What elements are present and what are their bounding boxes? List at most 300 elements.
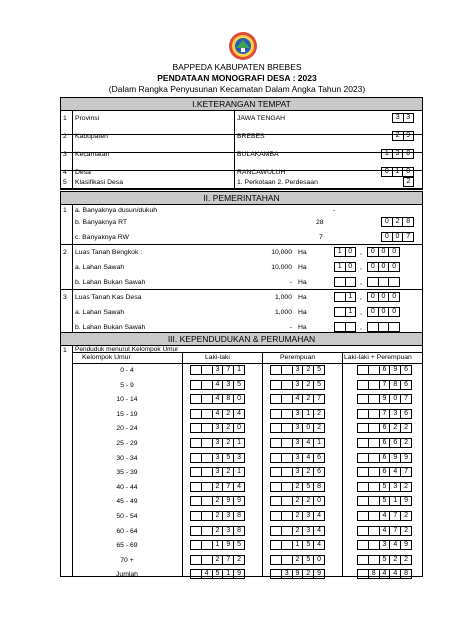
age-group-label: 35 - 39 xyxy=(116,469,138,477)
row-label: b. Lahan Bukan Sawah xyxy=(75,279,146,286)
code-box-digit: 2 xyxy=(393,132,404,140)
female-count-box-digit: 2 xyxy=(303,497,314,505)
male-count-box-digit xyxy=(191,410,202,418)
hectare-box xyxy=(334,322,356,332)
male-count-box-digit xyxy=(191,541,202,549)
female-count-box-digit xyxy=(282,424,293,432)
row-value: 7 xyxy=(319,234,323,241)
male-count-box-digit: 2 xyxy=(237,555,242,563)
female-count-box xyxy=(270,409,325,419)
total-count-box-digit: 0 xyxy=(390,395,401,403)
total-count-box-digit: 6 xyxy=(380,439,391,447)
female-count-box-digit: 2 xyxy=(317,409,322,417)
total-count-box-digit: 2 xyxy=(404,555,409,563)
area-unit: Ha xyxy=(298,294,307,301)
area-value: - xyxy=(289,324,292,331)
hectare-box-digit xyxy=(335,323,346,331)
total-count-box-digit xyxy=(369,395,380,403)
decimal-box-digit xyxy=(389,323,399,331)
hectare-box-digit xyxy=(335,308,346,316)
male-count-box-digit: 1 xyxy=(223,570,234,578)
hectare-box-digit xyxy=(346,278,356,286)
total-count-box-digit xyxy=(369,454,380,462)
row-label: Provinsi xyxy=(75,115,100,122)
total-count-box xyxy=(357,482,412,492)
total-count-box-digit: 7 xyxy=(380,381,391,389)
total-count-box-digit: 4 xyxy=(390,570,401,578)
code-box-digit: 3 xyxy=(393,114,404,122)
female-count-box-digit xyxy=(271,527,282,535)
female-count-box-digit: 5 xyxy=(303,483,314,491)
male-count-box-digit: 4 xyxy=(213,395,224,403)
female-count-box-digit xyxy=(271,497,282,505)
age-group-label: 65 - 69 xyxy=(116,542,138,550)
code-box-digit: 0 xyxy=(406,150,411,157)
total-count-box-digit xyxy=(358,410,369,418)
area-value: 1,000 xyxy=(274,294,292,301)
female-count-box-digit: 3 xyxy=(293,468,304,476)
female-count-box-digit: 5 xyxy=(303,541,314,549)
female-count-box-digit: 1 xyxy=(317,439,322,446)
male-count-box-digit: 4 xyxy=(237,409,242,417)
female-count-box-digit: 3 xyxy=(293,381,304,389)
hectare-box-digit xyxy=(346,323,356,331)
total-count-box-digit: 6 xyxy=(390,439,401,447)
female-count-box xyxy=(270,569,325,579)
code-box-digit: 7 xyxy=(406,233,411,240)
female-count-box-digit xyxy=(271,395,282,403)
area-value: 10,000 xyxy=(271,264,292,271)
female-count-box-digit: 3 xyxy=(303,527,314,535)
age-group-label: 50 - 54 xyxy=(116,513,138,520)
row-label: a. Lahan Sawah xyxy=(75,264,125,271)
total-count-box-digit: 4 xyxy=(390,541,401,549)
total-count-box xyxy=(357,409,412,419)
female-count-box-digit xyxy=(271,381,282,389)
female-count-box-digit: 5 xyxy=(317,380,322,388)
female-count-box-digit xyxy=(271,556,282,564)
row-number: 2 xyxy=(63,133,67,140)
female-count-box xyxy=(270,394,325,404)
total-count-box xyxy=(357,555,412,565)
male-count-box xyxy=(190,423,245,433)
female-count-box xyxy=(270,540,325,550)
total-count-box-digit xyxy=(358,512,369,520)
total-count-box-digit: 8 xyxy=(404,570,409,578)
area-unit: Ha xyxy=(298,249,307,256)
hectare-box-digit: 1 xyxy=(335,263,346,271)
code-box xyxy=(381,217,414,227)
total-count-box-digit: 7 xyxy=(404,468,409,476)
male-count-box-digit xyxy=(191,497,202,505)
row-label: Kabupaten xyxy=(75,133,108,140)
female-count-box-digit: 9 xyxy=(293,570,304,578)
decimal-box xyxy=(367,262,400,272)
female-count-box-digit: 2 xyxy=(303,468,314,476)
female-count-box-digit xyxy=(271,454,282,462)
female-count-box-digit: 2 xyxy=(293,483,304,491)
hectare-box-digit: 0 xyxy=(348,263,353,270)
total-count-box-digit: 5 xyxy=(380,483,391,491)
female-count-box-digit xyxy=(271,366,282,374)
female-count-box-digit: 2 xyxy=(303,395,314,403)
row-value: JAWA TENGAH xyxy=(237,115,286,122)
area-value: 1,000 xyxy=(274,309,292,316)
female-count-box-digit: 3 xyxy=(293,366,304,374)
age-group-label: 20 - 24 xyxy=(116,425,138,433)
female-count-box-digit: 4 xyxy=(317,541,322,549)
total-count-box-digit: 6 xyxy=(404,409,409,417)
hectare-box xyxy=(334,292,356,302)
male-count-box-digit: 1 xyxy=(213,541,224,549)
decimal-comma: , xyxy=(360,249,362,256)
female-count-box-digit xyxy=(282,512,293,520)
male-count-box-digit xyxy=(202,468,213,476)
decimal-box-digit: 0 xyxy=(392,248,397,255)
female-count-box-digit: 3 xyxy=(293,424,304,432)
row-number: 4 xyxy=(63,169,67,176)
male-count-box-digit: 2 xyxy=(223,424,234,432)
total-count-box-digit: 6 xyxy=(380,468,391,476)
female-count-box-digit xyxy=(271,541,282,549)
section-2-title: II. PEMERINTAHAN xyxy=(60,191,423,205)
total-count-box xyxy=(357,453,412,463)
total-count-box-digit: 9 xyxy=(404,497,409,505)
code-box-digit: 0 xyxy=(406,168,411,175)
age-group-label: 15 - 19 xyxy=(116,410,138,418)
male-count-box-digit: 4 xyxy=(237,482,242,490)
male-count-box-digit: 3 xyxy=(213,454,224,462)
male-count-box-digit: 2 xyxy=(223,468,234,476)
row-label: b. Banyaknya RT xyxy=(75,219,128,226)
group-number: 2 xyxy=(63,249,67,256)
male-count-box-digit: 3 xyxy=(213,439,224,447)
female-count-box-digit: 5 xyxy=(303,556,314,564)
total-count-box-digit xyxy=(369,527,380,535)
female-count-box-digit: 2 xyxy=(293,527,304,535)
total-count-box-digit: 8 xyxy=(390,381,401,389)
total-count-box-digit: 4 xyxy=(380,570,391,578)
female-count-box-digit: 3 xyxy=(293,439,304,447)
row-value: 28 xyxy=(316,219,324,226)
section-1-title: I.KETERANGAN TEMPAT xyxy=(60,97,423,111)
female-count-box-digit: 2 xyxy=(293,497,304,505)
total-count-box-digit: 3 xyxy=(390,483,401,491)
total-count-box-digit: 7 xyxy=(390,512,401,520)
male-count-box xyxy=(190,438,245,448)
total-count-box-digit: 2 xyxy=(390,424,401,432)
male-count-box-digit xyxy=(191,483,202,491)
decimal-box-digit: 0 xyxy=(392,263,397,270)
total-count-box-digit: 7 xyxy=(380,410,391,418)
area-value: 10,000 xyxy=(271,249,292,256)
row-label: b. Lahan Bukan Sawah xyxy=(75,324,146,331)
total-count-box-digit: 2 xyxy=(404,512,409,519)
female-count-box-digit: 2 xyxy=(303,381,314,389)
female-count-box-digit: 1 xyxy=(293,541,304,549)
male-count-box-digit xyxy=(202,366,213,374)
male-count-box-digit xyxy=(191,395,202,403)
female-count-box-digit xyxy=(282,381,293,389)
male-count-box-digit xyxy=(202,410,213,418)
female-count-box-digit xyxy=(282,395,293,403)
decimal-box-digit xyxy=(368,278,379,286)
decimal-box xyxy=(367,247,400,257)
female-count-box-digit xyxy=(271,424,282,432)
male-count-box-digit xyxy=(191,366,202,374)
col-male-header: Laki-laki xyxy=(205,354,230,361)
total-count-box-digit xyxy=(358,468,369,476)
male-count-box-digit: 0 xyxy=(237,395,242,403)
hectare-box-digit: 1 xyxy=(335,248,346,256)
col-age-header: Kelompok Umur xyxy=(82,354,131,361)
female-count-box xyxy=(270,526,325,536)
hectare-box-digit xyxy=(335,278,346,286)
decimal-comma: , xyxy=(360,309,362,316)
total-count-box-digit: 2 xyxy=(404,424,409,432)
female-count-box-digit: 2 xyxy=(293,512,304,520)
total-count-box-digit xyxy=(358,439,369,447)
total-count-box-digit: 7 xyxy=(404,395,409,403)
total-count-box-digit xyxy=(358,483,369,491)
male-count-box-digit xyxy=(191,381,202,389)
code-box xyxy=(392,113,414,123)
female-count-box xyxy=(270,496,325,506)
total-count-box-digit: 6 xyxy=(404,380,409,388)
female-count-box-digit: 6 xyxy=(317,453,322,461)
female-count-box-digit: 0 xyxy=(317,555,322,563)
female-count-box-digit xyxy=(282,556,293,564)
age-group-label: 70 + xyxy=(120,556,134,564)
female-count-box-digit: 9 xyxy=(317,570,322,578)
male-count-box-digit: 5 xyxy=(223,454,234,462)
female-count-box-digit: 3 xyxy=(282,570,293,578)
group-number: 1 xyxy=(63,207,67,214)
row-label: Luas Tanah Kas Desa xyxy=(75,294,142,301)
total-count-box-digit: 6 xyxy=(380,424,391,432)
area-unit: Ha xyxy=(298,324,307,331)
male-count-box-digit: 2 xyxy=(213,527,224,535)
code-box xyxy=(392,131,414,141)
male-count-box-digit xyxy=(202,541,213,549)
total-count-box-digit: 9 xyxy=(390,366,401,374)
row-label: Desa xyxy=(75,169,91,176)
age-group-label: 40 - 44 xyxy=(116,483,138,491)
decimal-comma: , xyxy=(360,324,362,331)
male-count-box xyxy=(190,467,245,477)
male-count-box-digit xyxy=(202,483,213,491)
decimal-comma: , xyxy=(360,294,362,301)
total-count-box-digit xyxy=(369,468,380,476)
decimal-comma: , xyxy=(360,264,362,271)
female-count-box-digit: 4 xyxy=(303,439,314,447)
code-box xyxy=(403,177,414,187)
female-count-box-digit: 0 xyxy=(303,424,314,432)
code-box xyxy=(381,149,414,159)
female-count-box xyxy=(270,555,325,565)
row-label: Kecamatan xyxy=(75,151,110,158)
female-count-box-digit: 2 xyxy=(317,424,322,432)
male-count-box-digit: 7 xyxy=(223,556,234,564)
section-3-title: III. KEPENDUDUKAN & PERUMAHAN xyxy=(60,332,423,346)
male-count-box-digit: 5 xyxy=(237,541,242,549)
male-count-box-digit xyxy=(202,424,213,432)
row-number: 5 xyxy=(63,179,67,186)
decimal-box-digit xyxy=(379,323,390,331)
total-count-box-digit xyxy=(358,556,369,564)
decimal-box-digit xyxy=(389,278,399,286)
age-group-label: 30 - 34 xyxy=(116,454,138,462)
decimal-box-digit: 0 xyxy=(379,263,390,271)
female-count-box xyxy=(270,423,325,433)
male-count-box xyxy=(190,394,245,404)
male-count-box-digit xyxy=(202,556,213,564)
female-count-box-digit: 5 xyxy=(317,366,322,373)
total-count-box-digit xyxy=(358,424,369,432)
female-count-box xyxy=(270,438,325,448)
male-count-box xyxy=(190,569,245,579)
male-count-box-digit xyxy=(202,395,213,403)
female-count-box xyxy=(270,365,325,375)
total-count-box-digit xyxy=(369,556,380,564)
document-title: PENDATAAN MONOGRAFI DESA : 2023 xyxy=(157,73,317,83)
male-count-box-digit xyxy=(202,439,213,447)
female-count-box-digit: 7 xyxy=(317,395,322,403)
total-count-box-digit xyxy=(369,483,380,491)
decimal-box-digit: 0 xyxy=(379,248,390,256)
decimal-box xyxy=(367,322,400,332)
female-count-box-digit xyxy=(271,410,282,418)
hectare-box xyxy=(334,307,356,317)
male-count-box-digit: 9 xyxy=(237,570,242,578)
total-count-box xyxy=(357,526,412,536)
code-box-digit: 1 xyxy=(382,150,393,158)
female-count-box-digit: 4 xyxy=(293,395,304,403)
male-count-box xyxy=(190,380,245,390)
code-box-digit: 0 xyxy=(382,168,393,176)
hectare-box-digit xyxy=(335,293,346,301)
female-count-box xyxy=(270,482,325,492)
female-count-box-digit: 2 xyxy=(303,570,314,578)
area-unit: Ha xyxy=(298,279,307,286)
hectare-box xyxy=(334,262,356,272)
male-count-box-digit: 9 xyxy=(237,497,242,505)
male-count-box xyxy=(190,482,245,492)
decimal-box xyxy=(367,277,400,287)
total-count-box-digit xyxy=(369,381,380,389)
row-label: Luas Tanah Bengkok : xyxy=(75,249,143,256)
male-count-box xyxy=(190,526,245,536)
age-group-label: Jumlah xyxy=(116,571,138,579)
decimal-box-digit: 0 xyxy=(379,293,390,301)
decimal-box-digit: 0 xyxy=(379,308,390,316)
section-3-item-number: 1 xyxy=(63,347,67,354)
total-count-box-digit: 2 xyxy=(404,439,409,446)
row-value: RANCAWULUH xyxy=(237,169,286,176)
total-count-box-digit: 6 xyxy=(380,366,391,374)
age-group-label: 5 - 9 xyxy=(120,381,134,389)
male-count-box-digit: 0 xyxy=(237,424,242,432)
age-group-label: 25 - 29 xyxy=(116,440,138,447)
male-count-box-digit: 8 xyxy=(237,526,242,534)
total-count-box-digit: 9 xyxy=(404,453,409,461)
male-count-box xyxy=(190,511,245,521)
male-count-box-digit: 3 xyxy=(213,468,224,476)
total-count-box xyxy=(357,569,412,579)
male-count-box-digit: 9 xyxy=(223,497,234,505)
brebes-emblem-icon xyxy=(228,31,258,61)
total-count-box-digit: 4 xyxy=(380,527,391,535)
male-count-box-digit: 9 xyxy=(223,541,234,549)
male-count-box-digit: 3 xyxy=(237,453,242,461)
row-value: 1. Perkotaan 2. Perdesaan xyxy=(237,179,318,186)
row-label: Klasifikasi Desa xyxy=(75,179,123,186)
male-count-box-digit xyxy=(202,497,213,505)
male-count-box-digit: 5 xyxy=(213,570,224,578)
female-count-box-digit: 2 xyxy=(293,556,304,564)
decimal-box-digit xyxy=(379,278,390,286)
section-3-subtitle: Penduduk menurut Kelompok Umur xyxy=(75,346,179,353)
male-count-box-digit: 1 xyxy=(237,366,242,373)
male-count-box-digit xyxy=(202,527,213,535)
decimal-box-digit xyxy=(368,323,379,331)
decimal-box-digit: 0 xyxy=(368,308,379,316)
code-box-digit: 8 xyxy=(406,218,411,225)
group-number: 3 xyxy=(63,294,67,301)
male-count-box-digit: 2 xyxy=(213,483,224,491)
female-count-box-digit xyxy=(282,541,293,549)
male-count-box-digit xyxy=(191,424,202,432)
total-count-box-digit: 3 xyxy=(380,541,391,549)
code-box-digit: 0 xyxy=(382,233,393,241)
male-count-box-digit: 3 xyxy=(213,424,224,432)
hectare-box xyxy=(334,247,356,257)
female-count-box-digit xyxy=(282,497,293,505)
male-count-box-digit xyxy=(191,556,202,564)
total-count-box xyxy=(357,423,412,433)
male-count-box-digit: 1 xyxy=(237,439,242,446)
total-count-box-digit: 4 xyxy=(380,512,391,520)
male-count-box-digit: 8 xyxy=(237,512,242,519)
female-count-box-digit: 8 xyxy=(317,482,322,490)
total-count-box-digit xyxy=(369,439,380,447)
decimal-box-digit: 0 xyxy=(392,308,397,315)
total-count-box xyxy=(357,496,412,506)
area-value: - xyxy=(289,279,292,286)
total-count-box xyxy=(357,467,412,477)
total-count-box-digit: 2 xyxy=(404,526,409,534)
total-count-box xyxy=(357,380,412,390)
code-box-digit: 2 xyxy=(406,178,411,185)
female-count-box xyxy=(270,453,325,463)
area-unit: Ha xyxy=(298,264,307,271)
female-count-box-digit: 2 xyxy=(303,366,314,374)
total-count-box-digit xyxy=(358,366,369,374)
row-value: BULAKAMBA xyxy=(237,151,279,158)
decimal-box xyxy=(367,307,400,317)
female-count-box-digit xyxy=(282,468,293,476)
total-count-box-digit xyxy=(369,541,380,549)
male-count-box-digit: 3 xyxy=(223,527,234,535)
total-count-box-digit xyxy=(369,512,380,520)
male-count-box-digit xyxy=(191,454,202,462)
total-count-box-digit: 6 xyxy=(380,454,391,462)
decimal-box-digit: 0 xyxy=(368,248,379,256)
male-count-box xyxy=(190,496,245,506)
age-group-label: 0 - 4 xyxy=(120,367,134,374)
total-count-box xyxy=(357,438,412,448)
total-count-box-digit: 9 xyxy=(390,454,401,462)
